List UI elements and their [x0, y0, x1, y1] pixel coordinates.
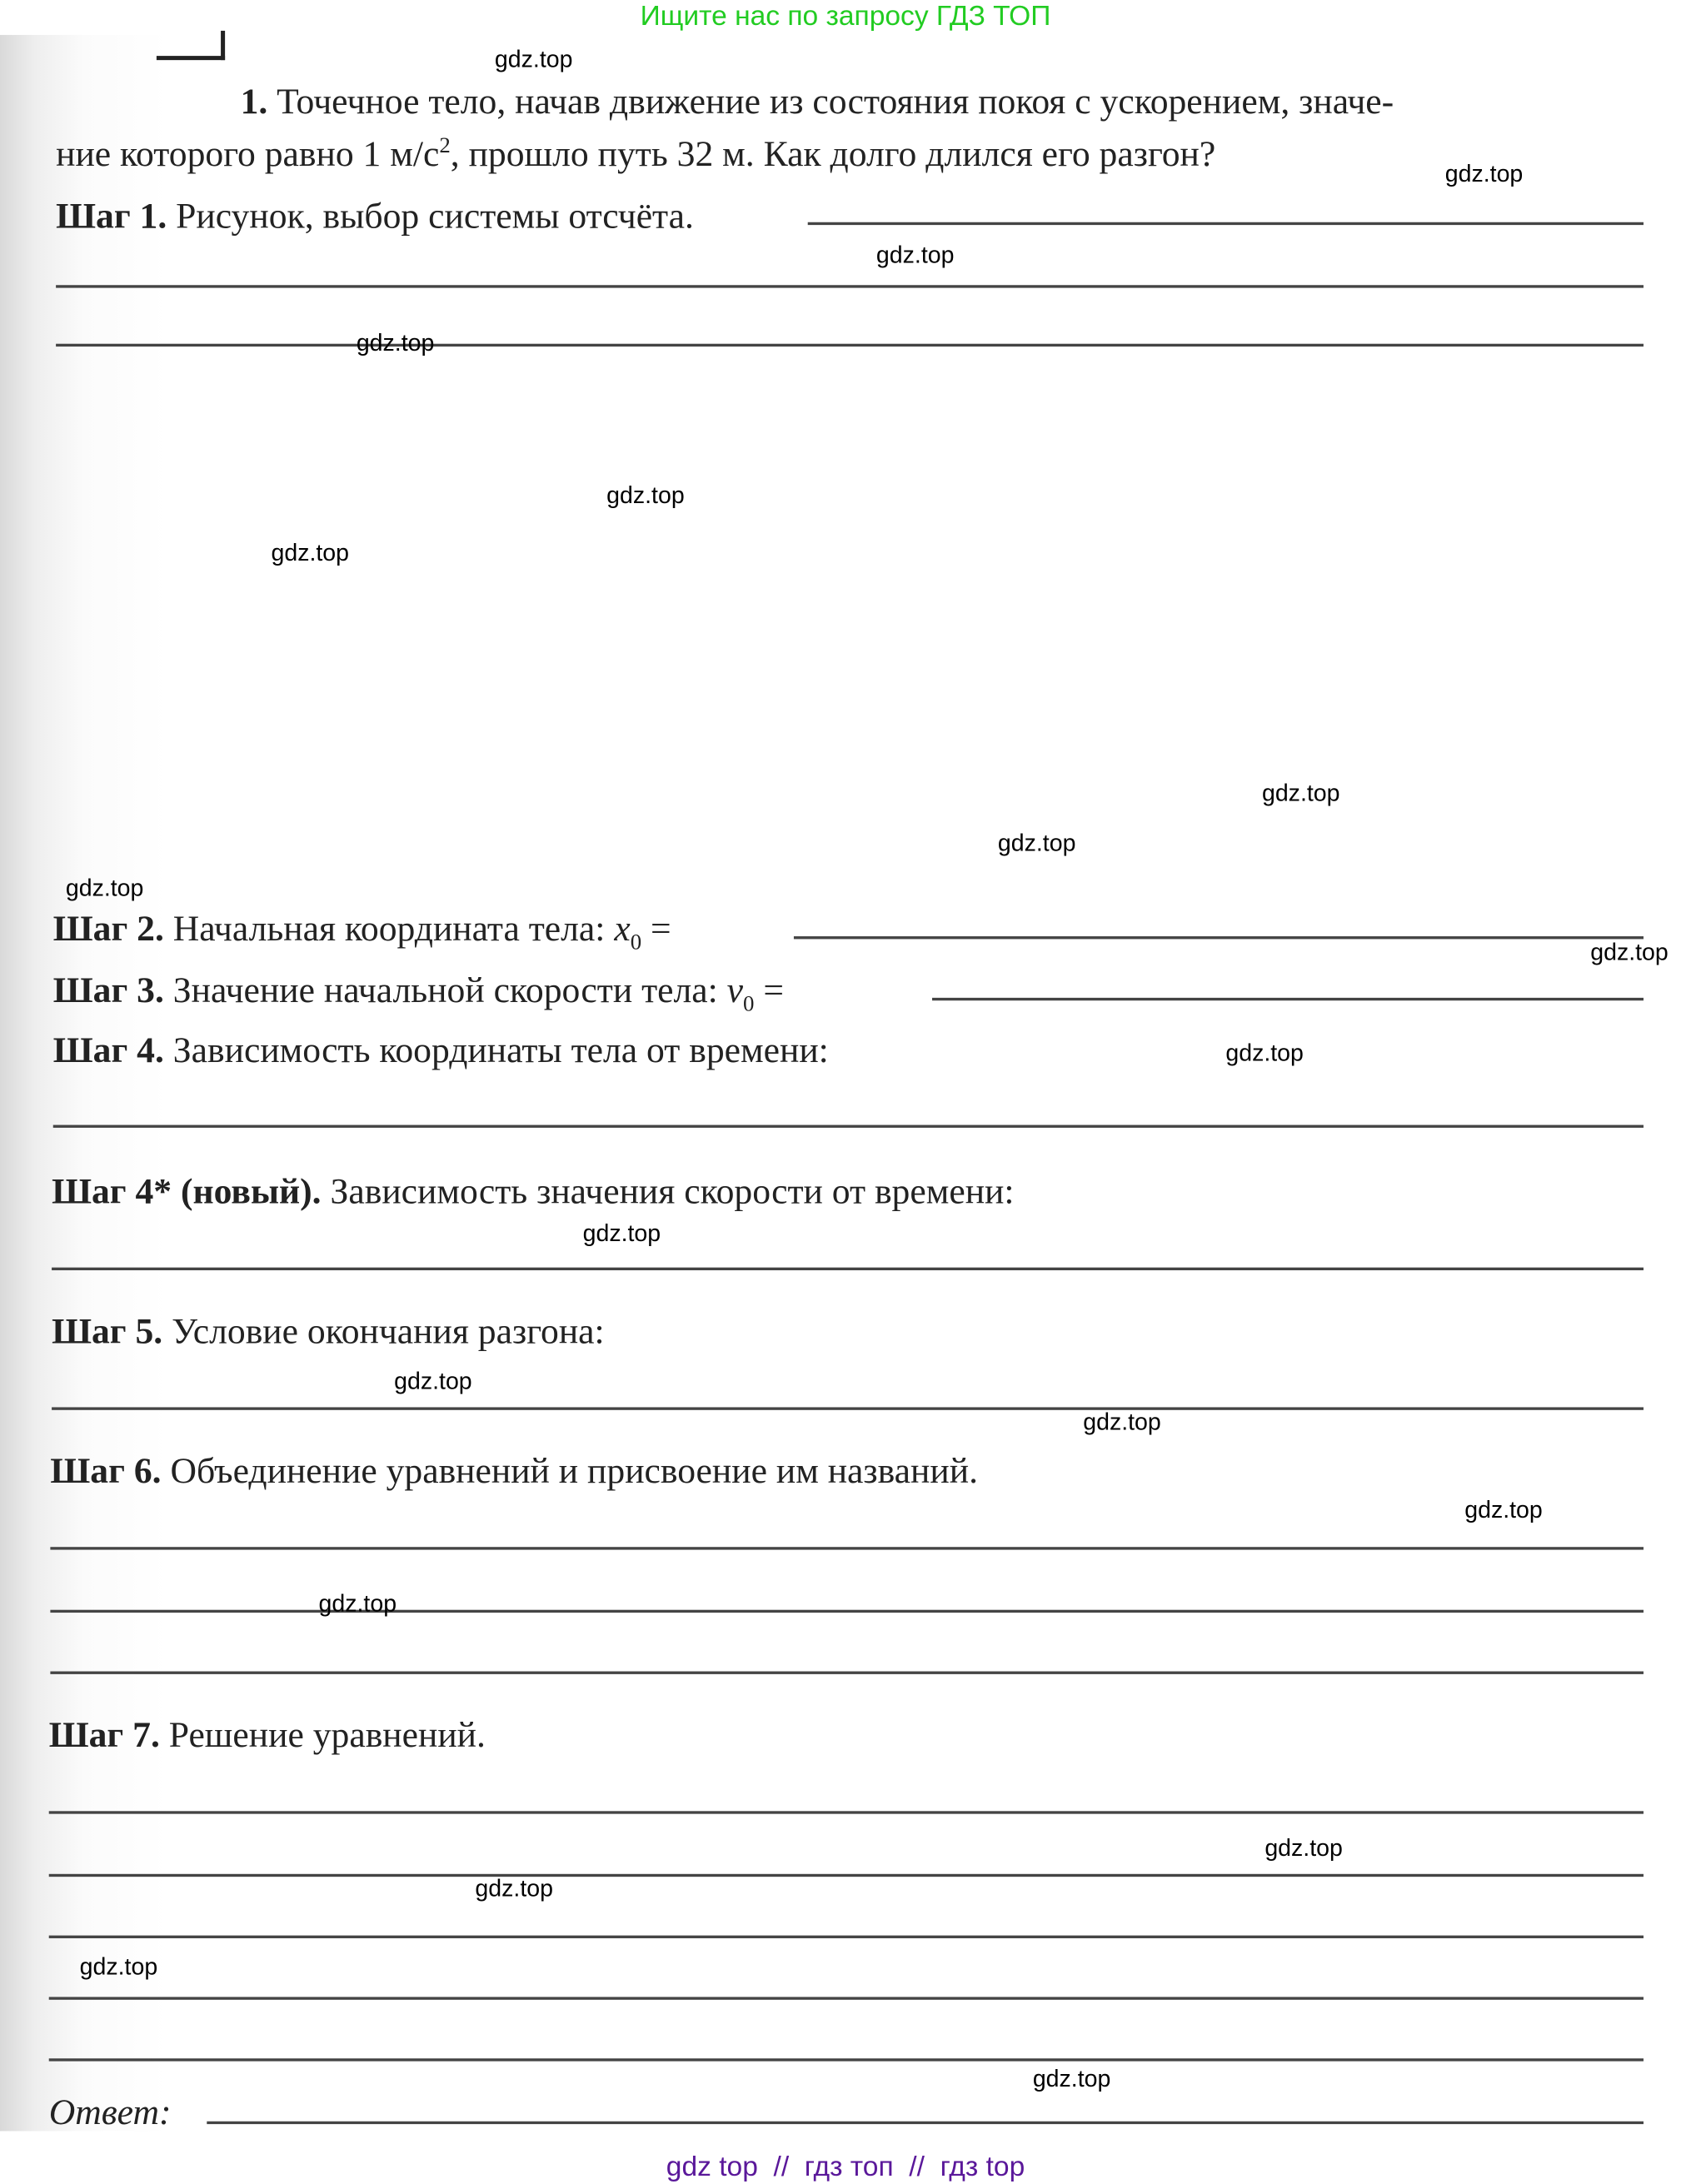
answer-line[interactable] [50, 1547, 1644, 1549]
answer-line[interactable] [932, 998, 1644, 1000]
watermark: gdz.top [494, 46, 573, 73]
corner-mark [157, 31, 225, 60]
watermark: gdz.top [1590, 939, 1669, 966]
problem-line-1: 1. Точечное тело, начав движение из состояния покоя с ускорением, значе- [240, 81, 1394, 122]
watermark: gdz.top [1464, 1496, 1543, 1523]
step-3: Шаг 3. Значение начальной скорости тела: $v_0$ = [52, 970, 784, 1017]
watermark: gdz.top [356, 329, 435, 357]
answer-line[interactable] [207, 2122, 1644, 2124]
answer-line[interactable] [49, 1997, 1644, 1999]
answer-line[interactable] [49, 1936, 1644, 1938]
watermark: gdz.top [79, 1953, 158, 1981]
watermark: gdz.top [394, 1368, 472, 1395]
answer-line[interactable] [56, 285, 1644, 287]
step-2: Шаг 2. Начальная координата тела: $x_0$ = [52, 908, 671, 955]
watermark: gdz.top [1444, 160, 1524, 187]
step-4: Шаг 4. Зависимость координаты тела от времени: [52, 1030, 829, 1071]
watermark: gdz.top [1032, 2065, 1111, 2092]
answer-line[interactable] [794, 936, 1644, 939]
answer-line[interactable] [49, 1874, 1644, 1877]
answer-line[interactable] [50, 1610, 1644, 1613]
step-4-new: Шаг 4* (новый). Зависимость значения скорости от времени: [52, 1170, 1015, 1212]
answer-line[interactable] [49, 2058, 1644, 2061]
answer-line[interactable] [808, 222, 1644, 225]
search-banner[interactable]: Ищите нас по запросу ГДЗ ТОП [640, 1, 1051, 32]
answer-line[interactable] [52, 1407, 1644, 1409]
step-7: Шаг 7. Решение уравнений. [48, 1714, 486, 1756]
step-6: Шаг 6. Объединение уравнений и присвоение им названий. [50, 1450, 978, 1492]
watermark: gdz.top [1261, 780, 1340, 807]
watermark: gdz.top [475, 1875, 553, 1902]
watermark: gdz.top [65, 875, 144, 902]
watermark: gdz.top [997, 830, 1076, 857]
answer-line[interactable] [50, 1672, 1644, 1674]
answer-line[interactable] [49, 1811, 1644, 1813]
watermark: gdz.top [1083, 1409, 1161, 1435]
answer-line[interactable] [53, 1125, 1644, 1128]
problem-line-2: ние которого равно 1 $м/с^2$, прошло путь 32 м. Как долго длился его разгон? [56, 133, 1216, 175]
watermark: gdz.top [1265, 1834, 1343, 1862]
step-1: Шаг 1. Рисунок, выбор системы отсчёта. [56, 195, 694, 237]
step-5: Шаг 5. Условие окончания разгона: [52, 1310, 605, 1352]
answer-line[interactable] [52, 1268, 1644, 1270]
answer-label: Ответ: [48, 2092, 172, 2133]
watermark: gdz.top [606, 481, 685, 509]
answer-line[interactable] [56, 344, 1644, 347]
watermark: gdz.top [271, 539, 350, 566]
footer-links[interactable]: gdz top // гдз топ // гдз top [666, 2152, 1025, 2183]
watermark: gdz.top [318, 1590, 397, 1618]
watermark: gdz.top [1225, 1040, 1304, 1067]
watermark: gdz.top [582, 1219, 661, 1247]
watermark: gdz.top [875, 242, 955, 269]
workbook-page [0, 35, 1691, 2132]
